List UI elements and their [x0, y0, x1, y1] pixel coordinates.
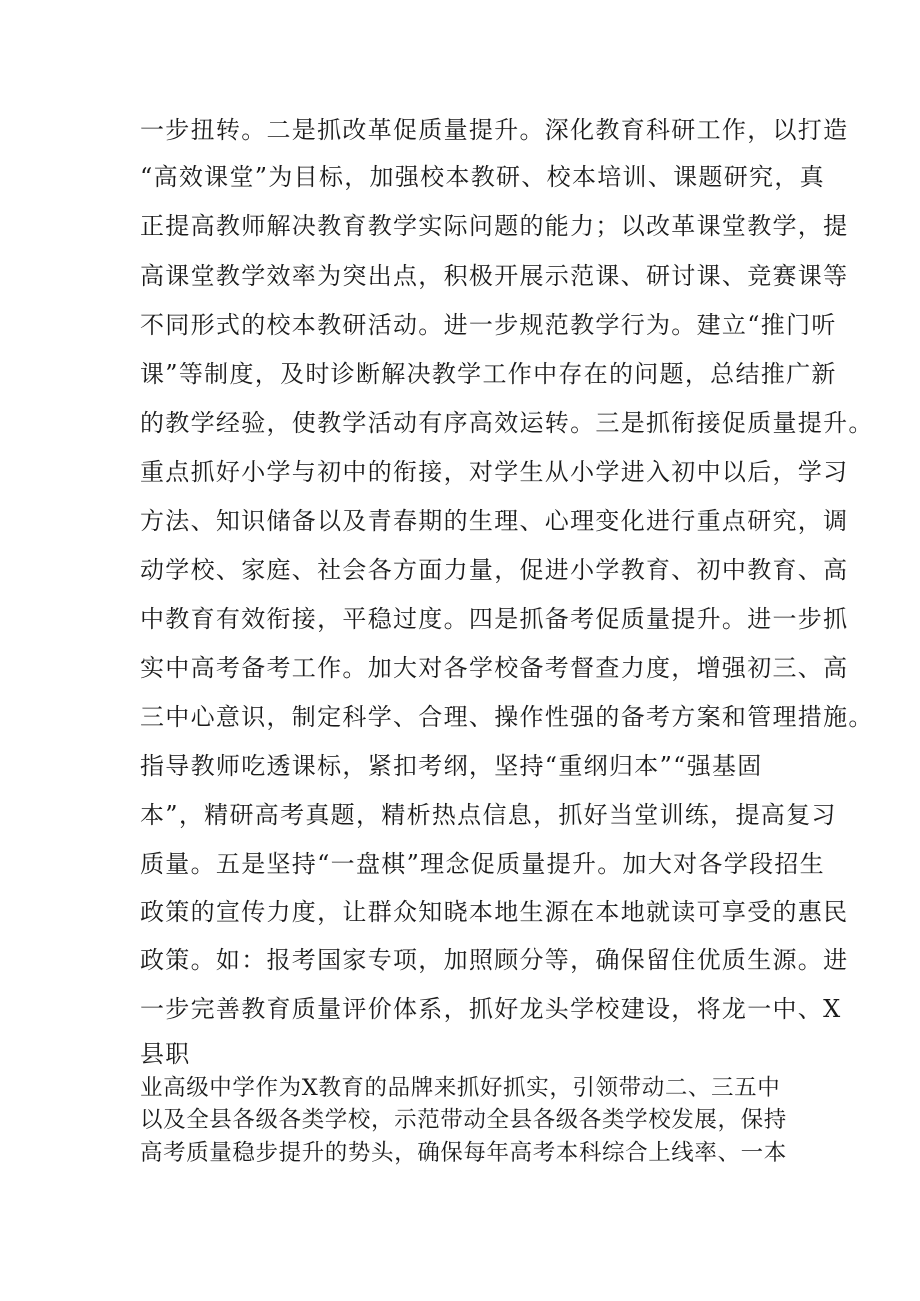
body-text-line: 质量。五是坚持“一盘棋”理念促质量提升。加大对各学段招生	[140, 850, 825, 878]
body-text-line: 实中高考备考工作。加大对各学校备考督查力度，增强初三、高	[140, 654, 849, 682]
body-text-line: 重点抓好小学与初中的衔接，对学生从小学进入初中以后，学习	[140, 458, 849, 486]
body-text-line: 业高级中学作为X教育的品牌来抓好抓实，引领带动二、三五中	[140, 1075, 781, 1101]
body-text-line: 的教学经验，使教学活动有序高效运转。三是抓衔接促质量提升。	[140, 409, 874, 437]
body-text-line: 以及全县各级各类学校，示范带动全县各级各类学校发展，保持	[140, 1107, 787, 1133]
body-text-line: 一步完善教育质量评价体系，抓好龙头学校建设，将龙一中、X	[140, 995, 842, 1023]
body-text-line: 指导教师吃透课标，紧扣考纲，坚持“重纲归本”“强基固	[140, 752, 763, 780]
body-text-line: 本”，精研高考真题，精析热点信息，抓好当堂训练，提高复习	[140, 801, 837, 829]
body-text-line: 政策。如：报考国家专项，加照顾分等，确保留住优质生源。进	[140, 946, 849, 974]
body-text-line: 三中心意识，制定科学、合理、操作性强的备考方案和管理措施。	[140, 703, 874, 731]
body-text-line: 县职	[140, 1040, 191, 1068]
body-text-line: 课”等制度，及时诊断解决教学工作中存在的问题，总结推广新	[140, 360, 837, 388]
body-text-line: 高课堂教学效率为突出点，积极开展示范课、研讨课、竞赛课等	[140, 262, 849, 290]
body-text-line: 方法、知识储备以及青春期的生理、心理变化进行重点研究，调	[140, 507, 849, 535]
body-text-line: 一步扭转。二是抓改革促质量提升。深化教育科研工作，以打造	[140, 116, 849, 144]
body-text-line: 政策的宣传力度，让群众知晓本地生源在本地就读可享受的惠民	[140, 898, 849, 926]
body-text-line: “高效课堂”为目标，加强校本教研、校本培训、课题研究，真	[140, 163, 825, 191]
body-text-line: 正提高教师解决教育教学实际问题的能力；以改革课堂教学，提	[140, 212, 849, 240]
body-text-line: 高考质量稳步提升的势头，确保每年高考本科综合上线率、一本	[140, 1140, 787, 1166]
body-text-line: 中教育有效衔接，平稳过度。四是抓备考促质量提升。进一步抓	[140, 605, 849, 633]
body-text-line: 不同形式的校本教研活动。进一步规范教学行为。建立“推门听	[140, 311, 837, 339]
body-text-line: 动学校、家庭、社会各方面力量，促进小学教育、初中教育、高	[140, 556, 849, 584]
